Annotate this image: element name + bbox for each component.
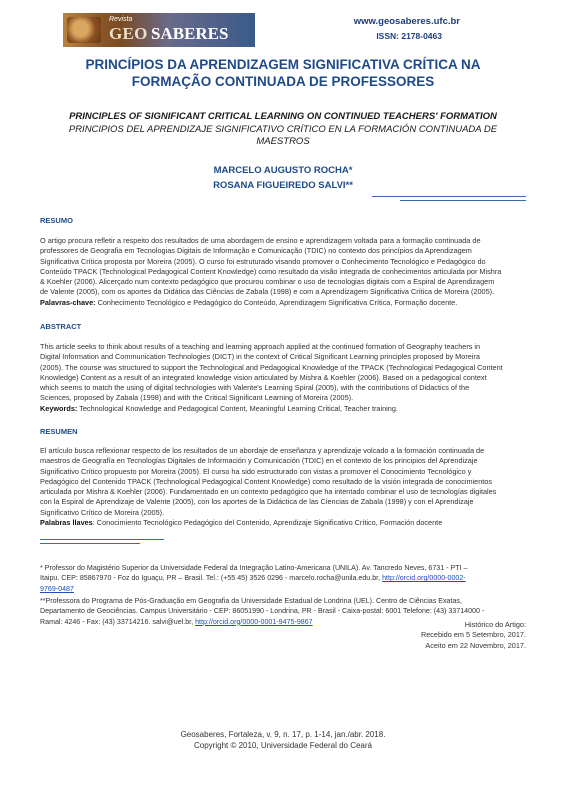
title-es-line2: MAESTROS (256, 136, 310, 147)
journal-website[interactable]: www.geosaberes.ufc.br (353, 16, 460, 27)
resumo-keywords-label: Palavras-chave: (40, 297, 96, 307)
resumen-body (40, 446, 526, 528)
abstract-line: Digital Information and Communication Technologies (DICT) in the context of Critical Significant Learning principles proposed by Moreira (40, 352, 480, 362)
history-received: Recebido em 5 Setembro, 2017. (420, 630, 526, 640)
orcid-link-1-cont[interactable]: 9769-0487 (40, 584, 74, 593)
author-1: MARCELO AUGUSTO ROCHA* (213, 165, 353, 176)
footer-copyright: Copyright © 2010, Universidade Federal do Ceará (194, 741, 372, 750)
footnote-1-line: Itaipu. CEP: 85867970 - Foz do Iguaçu, PR – Brasil. Tel.: (+55 45) 3526 0296 - marcelo.rocha@unila.edu.br, (40, 574, 383, 583)
resumen-heading: RESUMEN (40, 427, 78, 436)
abstract-line: Sciences, proposed by Zabala (1998) and with the Critical Significant Learning of Moreira (2005). (40, 393, 354, 403)
resumo-line: & Koehler (2006). Alicerçado num contexto pedagógico que procurou combinar o uso de tecnologias digitais com a Espiral de Aprendizagem (40, 277, 495, 287)
resumo-heading: RESUMO (40, 216, 73, 225)
abstract-keywords (40, 404, 526, 414)
resumen-line: articulada por Mishra & Koehler (2006). Fundamentado en un contexto pedagógico que ha intentado combinar el uso de tecnologías digitales (40, 487, 497, 497)
resumo-line: professores de Geografia em Tecnologias Digitais de Informação e Comunicação (TDIC) no contexto dos princípios da Aprendizagem (40, 246, 472, 256)
footnote-2-line: Ramal: 4246 - Fax: (43) 33714216. salvi@uel.br, (40, 617, 196, 626)
footnote-2-line: Departamento de Geociências. Campus Universitário - CEP: 86051990 - Londrina, PR - Brasil - Caixa-postal: 6001 Telefone: (43) 33714000 - (40, 607, 485, 616)
logo-saberes: SABERES (151, 24, 229, 43)
title-pt-line1: PRINCÍPIOS DA APRENDIZAGEM SIGNIFICATIVA CRÍTICA NA (85, 57, 481, 72)
journal-issn: ISSN: 2178-0463 (376, 31, 442, 41)
abstract-heading: ABSTRACT (40, 322, 82, 331)
resumen-line: maestros de Geografía en Tecnologías Digitales de Información y Comunicación (TDIC) en el contexto de los principios del Aprendizaje (40, 456, 478, 466)
abstract-line: (2005). The course was structured to support the Technological and Pedagogical Knowledge of the TPACK (Technological Pedagogical Content (40, 362, 503, 372)
logo-revista: Revista (109, 16, 133, 23)
orcid-link-1[interactable]: http://orcid.org/0000-0002- (382, 574, 466, 583)
footnote-divider (40, 539, 164, 540)
author-divider (372, 196, 526, 197)
title-pt-line2: FORMAÇÃO CONTINUADA DE PROFESSORES (131, 74, 435, 89)
history-title: Histórico do Artigo: (464, 620, 526, 629)
resumen-line: Significativo Crítico de Moreira (2005). (40, 507, 165, 517)
footnote-1 (40, 563, 526, 594)
abstract-body (40, 342, 526, 414)
title-portuguese (40, 56, 526, 90)
abstract-keywords-label: Keywords: (40, 403, 78, 413)
resumen-line: El artículo busca reflexionar respecto de los resultados de un abordaje de enseñanza y aprendizaje volcado a la formación continuada de (40, 446, 485, 455)
abstract-keywords-text: Technological Knowledge and Pedagogical Content, Meaningful Learning Critical, Teacher training. (77, 403, 398, 413)
footer-citation: Geosaberes, Fortaleza, v. 9, n. 17, p. 1-14, jan./abr. 2018. (180, 730, 386, 739)
abstract-line: This article seeks to think about results of a teaching and learning approach applied at the continued formation of Geography teachers in (40, 342, 481, 351)
title-es-line1: PRINCIPIOS DEL APRENDIZAJE SIGNIFICATIVO CRÍTICO EN LA FORMACIÓN CONTINUADA DE (68, 124, 498, 135)
resumen-line: con la Espiral de Aprendizaje de Valente (2005), con los aportes de la Didáctica de las Ciencias de Zabala (1998) y con el Aprendizaje (40, 497, 474, 507)
resumo-line: Significativa Crítica proposta por Moreira (2005). O curso foi estruturado visando promover o Conhecimento Tecnológico e Pedagógico do (40, 256, 486, 266)
abstract-line: Knowledge) Content as a result of an integrated knowledge vision articulated by Mishra & Koehler (2006). Based on a pedagogical context (40, 372, 487, 382)
orcid-link-2[interactable]: http://orcid.org/0000-0001-9475-9867 (195, 617, 313, 626)
resumen-keywords-label: Palabras llaves (40, 518, 93, 528)
footnote-2-line: **Professora do Programa de Pós-Graduação em Geografia da Universidade Estadual de Londrina (UEL). Centro de Ciências Exatas, (40, 597, 462, 605)
resumen-keywords-text: : Conocimiento Tecnológico Pedagógico del Contenido, Aprendizaje Significativo Crítico, Formación docente (92, 518, 443, 528)
resumen-keywords (40, 518, 526, 528)
history-accepted: Aceito em 22 Novembro, 2017. (425, 640, 526, 650)
journal-logo (63, 13, 255, 47)
resumen-line: Pedagógico del Contenido TPACK (Technological Pedagogical Content Knowledge) como resultado de la visión integrada de conocimientos (40, 476, 493, 486)
footnote-divider-2 (40, 543, 140, 544)
page-footer (40, 729, 526, 751)
resumo-line: O artigo procura refletir a respeito dos resultados de uma abordagem de ensino e aprendizagem voltada para a formação continuada de (40, 236, 481, 245)
resumo-keywords-text: Conhecimento Tecnológico e Pedagógico do Conteúdo, Aprendizagem Significativa Crítica, Formação docente. (95, 297, 458, 307)
abstract-line: which seems to match the using of digital technologies with Valente's Learning Spiral (2005), with the contributions of Didactics of the (40, 383, 470, 393)
author-divider-2 (400, 200, 526, 201)
resumo-body (40, 236, 526, 308)
article-history (421, 620, 526, 651)
title-english: PRINCIPLES OF SIGNIFICANT CRITICAL LEARNING ON CONTINUED TEACHERS' FORMATION (69, 111, 497, 122)
title-spanish (40, 124, 526, 148)
resumo-line: de Valente (2005), com os aportes da Didática das Ciências de Zabala (1998) e com a Aprendizagem Significativa Crítica de Moreira (2005). (40, 287, 495, 297)
logo-emblem (67, 17, 101, 43)
resumo-line: Conteúdo TPACK (Technological Pedagogical Content Knowledge) como resultado da visão integrada de conhecimentos articulada por Mishra (40, 266, 502, 276)
author-2: ROSANA FIGUEIREDO SALVI** (213, 180, 353, 191)
footnote-1-line: * Professor do Magistério Superior da Universidade Federal da Integração Latino-Americana (UNILA). Av. Tancredo Neves, 6731 - PTI – (40, 564, 468, 572)
logo-geo: GEO (109, 24, 148, 43)
resumen-line: Significativo Crítico propuesto por Moreira (2005). El curso ha sido estructurado con vistas a promover el Conocimiento Tecnológico y (40, 466, 472, 476)
resumo-keywords (40, 298, 526, 308)
